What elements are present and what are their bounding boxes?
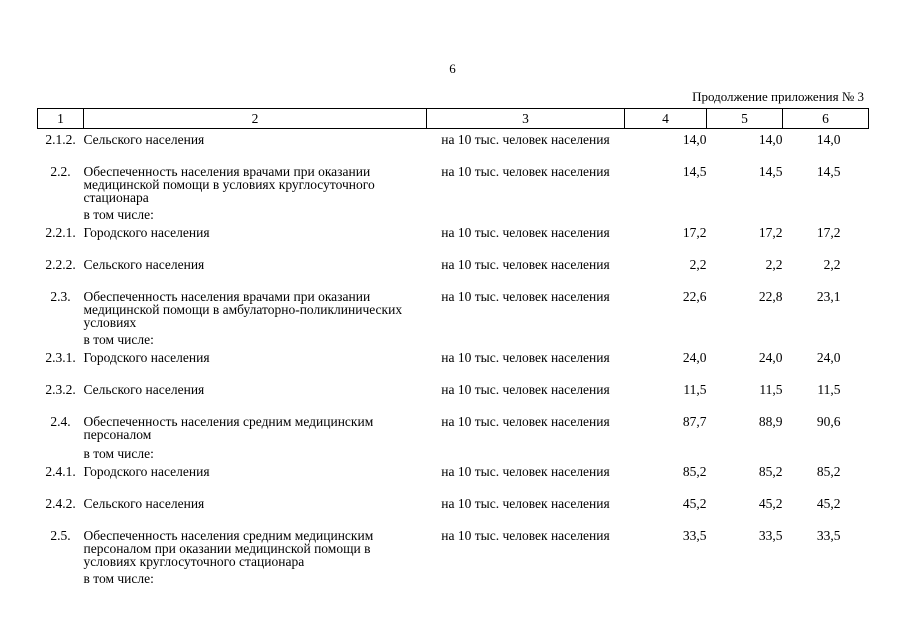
row-value-col6: 17,2 [816, 225, 841, 240]
table-header-row [38, 109, 869, 129]
row-value-col6: 23,1 [816, 289, 841, 304]
row-value-col6: 14,5 [816, 164, 841, 179]
row-value-col4: 17,2 [682, 225, 707, 240]
row-indicator-name: Обеспеченность населения средним медицинским персоналом [83, 414, 374, 442]
row-number: 2.4. [50, 414, 71, 429]
table-row [38, 493, 869, 525]
row-value-col5: 85,2 [758, 464, 783, 479]
row-number: 2.2.1. [45, 225, 76, 240]
row-value-col5: 11,5 [759, 382, 783, 397]
row-value-col4: 11,5 [683, 382, 707, 397]
row-value-col4: 14,5 [682, 164, 707, 179]
row-indicator-name: Городского населения [83, 350, 210, 365]
row-value-col5: 14,0 [758, 132, 783, 147]
row-value-col4: 33,5 [682, 528, 707, 543]
table-body [38, 129, 869, 587]
header-col-5: 5 [707, 109, 783, 129]
row-value-col4: 85,2 [682, 464, 707, 479]
including-note: в том числе: [83, 571, 154, 586]
indicators-table [37, 108, 869, 586]
row-value-col4: 22,6 [682, 289, 707, 304]
row-value-col6: 33,5 [816, 528, 841, 543]
header-col-6: 6 [783, 109, 869, 129]
row-unit: на 10 тыс. человек населения [441, 164, 610, 179]
table-row [38, 254, 869, 286]
row-indicator-name: Обеспеченность населения врачами при оказании медицинской помощи в амбулаторно-поликлинических условиях [83, 289, 403, 330]
row-number: 2.2. [50, 164, 71, 179]
row-value-col6: 45,2 [816, 496, 841, 511]
row-unit: на 10 тыс. человек населения [441, 528, 610, 543]
row-indicator-name: Сельского населения [83, 132, 205, 147]
table-row [38, 347, 869, 379]
table-row [38, 222, 869, 254]
table-note-row [38, 568, 869, 586]
row-value-col6: 85,2 [816, 464, 841, 479]
row-indicator-name: Городского населения [83, 464, 210, 479]
row-value-col6: 11,5 [817, 382, 841, 397]
row-value-col5: 45,2 [758, 496, 783, 511]
row-number: 2.4.1. [45, 464, 76, 479]
row-indicator-name: Сельского населения [83, 496, 205, 511]
table-row [38, 161, 869, 204]
row-number: 2.4.2. [45, 496, 76, 511]
row-value-col4: 87,7 [682, 414, 707, 429]
row-unit: на 10 тыс. человек населения [441, 289, 610, 304]
row-value-col5: 33,5 [758, 528, 783, 543]
table-row [38, 379, 869, 411]
header-col-4: 4 [625, 109, 707, 129]
table-note-row [38, 443, 869, 461]
row-unit: на 10 тыс. человек населения [441, 257, 610, 272]
table-row [38, 286, 869, 329]
row-number: 2.2.2. [45, 257, 76, 272]
row-number: 2.5. [50, 528, 71, 543]
row-value-col6: 90,6 [816, 414, 841, 429]
row-value-col6: 2,2 [823, 257, 841, 272]
row-unit: на 10 тыс. человек населения [441, 464, 610, 479]
page-number: 6 [449, 61, 456, 76]
row-number: 2.3. [50, 289, 71, 304]
table-row [38, 411, 869, 443]
row-indicator-name: Обеспеченность населения средним медицинским персоналом при оказании медицинской помощи в условиях круглосуточного стационара [83, 528, 374, 569]
row-value-col6: 14,0 [816, 132, 841, 147]
table-note-row [38, 329, 869, 347]
row-unit: на 10 тыс. человек населения [441, 414, 610, 429]
row-value-col5: 24,0 [758, 350, 783, 365]
row-value-col4: 2,2 [689, 257, 707, 272]
row-value-col4: 14,0 [682, 132, 707, 147]
table-row [38, 129, 869, 162]
row-indicator-name: Сельского населения [83, 257, 205, 272]
row-unit: на 10 тыс. человек населения [441, 496, 610, 511]
table-note-row [38, 204, 869, 222]
appendix-continuation-note: Продолжение приложения № 3 [692, 89, 864, 104]
row-unit: на 10 тыс. человек населения [441, 382, 610, 397]
header-col-3: 3 [427, 109, 625, 129]
row-indicator-name: Обеспеченность населения врачами при оказании медицинской помощи в условиях круглосуточного стационара [83, 164, 375, 205]
header-col-1: 1 [38, 109, 84, 129]
row-value-col5: 17,2 [758, 225, 783, 240]
row-value-col5: 2,2 [765, 257, 783, 272]
table-row [38, 525, 869, 568]
table-row [38, 461, 869, 493]
row-number: 2.1.2. [45, 132, 76, 147]
row-value-col5: 14,5 [758, 164, 783, 179]
row-number: 2.3.1. [45, 350, 76, 365]
row-value-col5: 88,9 [758, 414, 783, 429]
row-unit: на 10 тыс. человек населения [441, 225, 610, 240]
including-note: в том числе: [83, 207, 154, 222]
header-col-2: 2 [84, 109, 427, 129]
row-indicator-name: Городского населения [83, 225, 210, 240]
row-unit: на 10 тыс. человек населения [441, 132, 610, 147]
row-unit: на 10 тыс. человек населения [441, 350, 610, 365]
row-indicator-name: Сельского населения [83, 382, 205, 397]
including-note: в том числе: [83, 332, 154, 347]
row-value-col4: 24,0 [682, 350, 707, 365]
row-value-col5: 22,8 [758, 289, 783, 304]
row-value-col6: 24,0 [816, 350, 841, 365]
row-value-col4: 45,2 [682, 496, 707, 511]
row-number: 2.3.2. [45, 382, 76, 397]
including-note: в том числе: [83, 446, 154, 461]
